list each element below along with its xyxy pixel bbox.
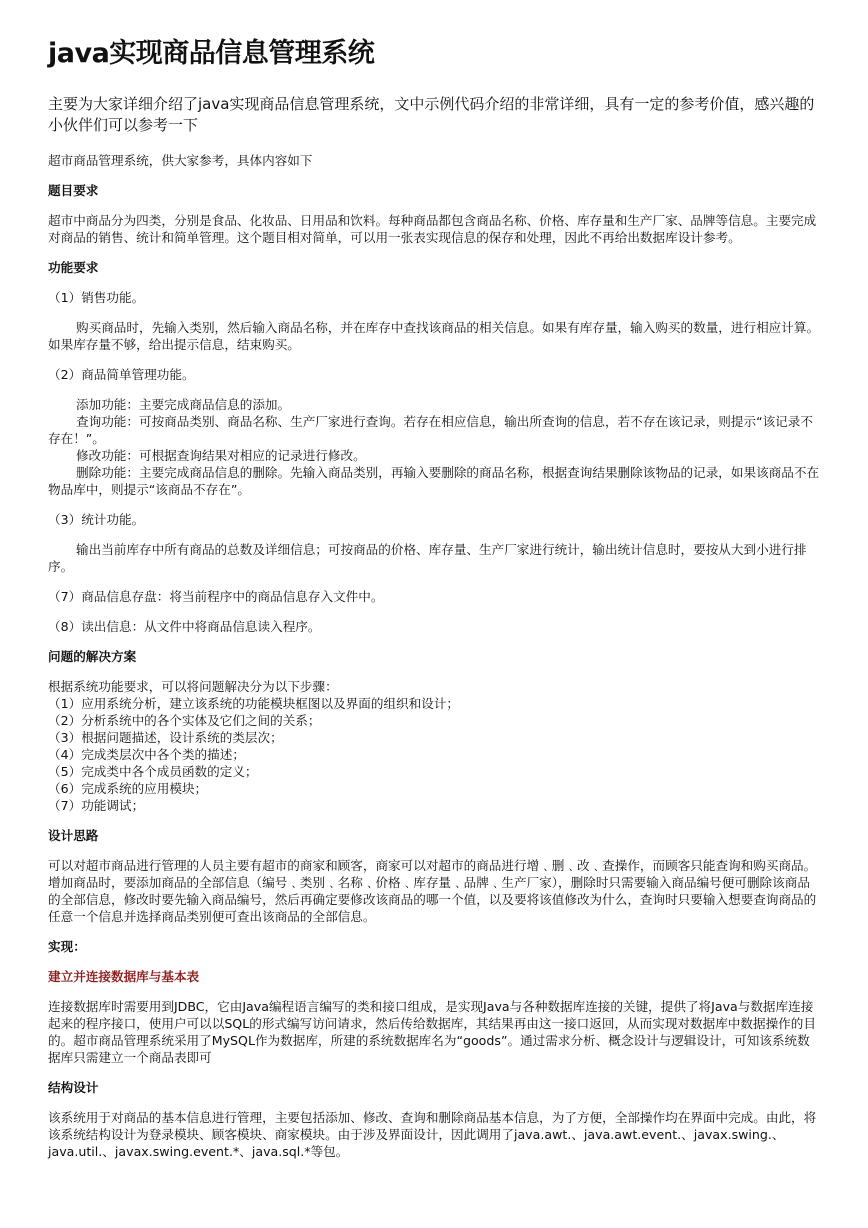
design-heading: 设计思路 [48, 828, 99, 843]
feature-1-text: 购买商品时，先输入类别，然后输入商品名称，并在库存中查找该商品的相关信息。如果有库存量，输入购买的数量，进行相应计算。如果库存量不够，给出提示信息，结束购买。 [48, 320, 820, 352]
feature-3-title: （3）统计功能。 [48, 512, 145, 527]
design-paragraph: 可以对超市商品进行管理的人员主要有超市的商家和顾客，商家可以对超市的商品进行增﹑删﹑改﹑查操作，而顾客只能查询和购买商品。增加商品时，要添加商品的全部信息（编号﹑类别﹑名称﹑价格﹑库存量﹑品牌﹑生产厂家），删除时只需要输入商品编号便可删除该商品的全部信息，修改时要先输入商品编号，然后再确定要修改该商品的哪一个值，以及要将该值修改为什么，查询时只要输入想要查询商品的任意一个信息并选择商品类别便可查出该商品的全部信息。 [48, 858, 817, 924]
page-title: java实现商品信息管理系统 [48, 38, 375, 69]
structure-paragraph: 该系统用于对商品的基本信息进行管理，主要包括添加、修改、查询和删除商品基本信息，为了方便，全部操作均在界面中完成。由此，将该系统结构设计为登录模块、顾客模块、商家模块。由于涉及界面设计，因此调用了java.awt.、java.awt.event.、javax.swing.、java.util.、javax.swing.event.*、java.sql.*等包。 [48, 1110, 817, 1159]
intro-paragraph: 超市商品管理系统，供大家参考，具体内容如下 [48, 153, 313, 168]
article-summary: 主要为大家详细介绍了java实现商品信息管理系统，文中示例代码介绍的非常详细，具有一定的参考价值，感兴趣的小伙伴们可以参考一下 [48, 95, 815, 134]
feature-8: （8）读出信息：从文件中将商品信息读入程序。 [48, 619, 321, 634]
list-item: （4）完成类层次中各个类的描述； [48, 747, 245, 762]
solution-heading: 问题的解决方案 [48, 649, 137, 664]
feature-1-title: （1）销售功能。 [48, 290, 145, 305]
feature-2-query: 查询功能：可按商品类别、商品名称、生产厂家进行查询。若存在相应信息，输出所查询的信息，若不存在该记录，则提示“该记录不存在！”。 [48, 414, 813, 446]
feature-7: （7）商品信息存盘：将当前程序中的商品信息存入文件中。 [48, 589, 384, 604]
feature-3-text: 输出当前库存中所有商品的总数及详细信息；可按商品的价格、库存量、生产厂家进行统计，输出统计信息时，要按从大到小进行排序。 [48, 542, 807, 574]
database-paragraph: 连接数据库时需要用到JDBC，它由Java编程语言编写的类和接口组成，是实现Java与各种数据库连接的关键，提供了将Java与数据库连接起来的程序接口，使用户可以以SQL的形式编写访问请求，然后传给数据库，其结果再由这一接口返回，从而实现对数据库中数据操作的目的。超市商品管理系统采用了MySQL作为数据库，所建的系统数据库名为“goods”。通过需求分析、概念设计与逻辑设计，可知该系统数据库只需建立一个商品表即可 [48, 999, 816, 1065]
features-heading: 功能要求 [48, 260, 99, 275]
list-item: （3）根据问题描述，设计系统的类层次； [48, 730, 283, 745]
list-item: （5）完成类中各个成员函数的定义； [48, 764, 258, 779]
list-item: 根据系统功能要求，可以将问题解决分为以下步骤： [48, 679, 338, 694]
list-item: （1）应用系统分析，建立该系统的功能模块框图以及界面的组织和设计； [48, 696, 460, 711]
feature-2-title: （2）商品简单管理功能。 [48, 367, 195, 382]
database-heading: 建立并连接数据库与基本表 [48, 969, 200, 984]
solution-list [48, 678, 820, 814]
feature-2-block [48, 396, 820, 498]
feature-2-modify: 修改功能：可根据查询结果对相应的记录进行修改。 [76, 448, 366, 463]
requirements-heading: 题目要求 [48, 183, 99, 198]
list-item: （6）完成系统的应用模块； [48, 781, 208, 796]
feature-2-delete: 删除功能：主要完成商品信息的删除。先输入商品类别，再输入要删除的商品名称，根据查询结果删除该物品的记录，如果该商品不在物品库中，则提示“该商品不存在”。 [48, 465, 820, 497]
list-item: （2）分析系统中的各个实体及它们之间的关系； [48, 713, 321, 728]
requirements-paragraph: 超市中商品分为四类，分别是食品、化妆品、日用品和饮料。每种商品都包含商品名称、价格、库存量和生产厂家、品牌等信息。主要完成对商品的销售、统计和简单管理。这个题目相对简单，可以用一张表实现信息的保存和处理，因此不再给出数据库设计参考。 [48, 213, 817, 245]
implementation-heading: 实现： [48, 939, 86, 954]
feature-2-add: 添加功能：主要完成商品信息的添加。 [76, 397, 291, 412]
structure-heading: 结构设计 [48, 1080, 99, 1095]
list-item: （7）功能调试； [48, 798, 145, 813]
